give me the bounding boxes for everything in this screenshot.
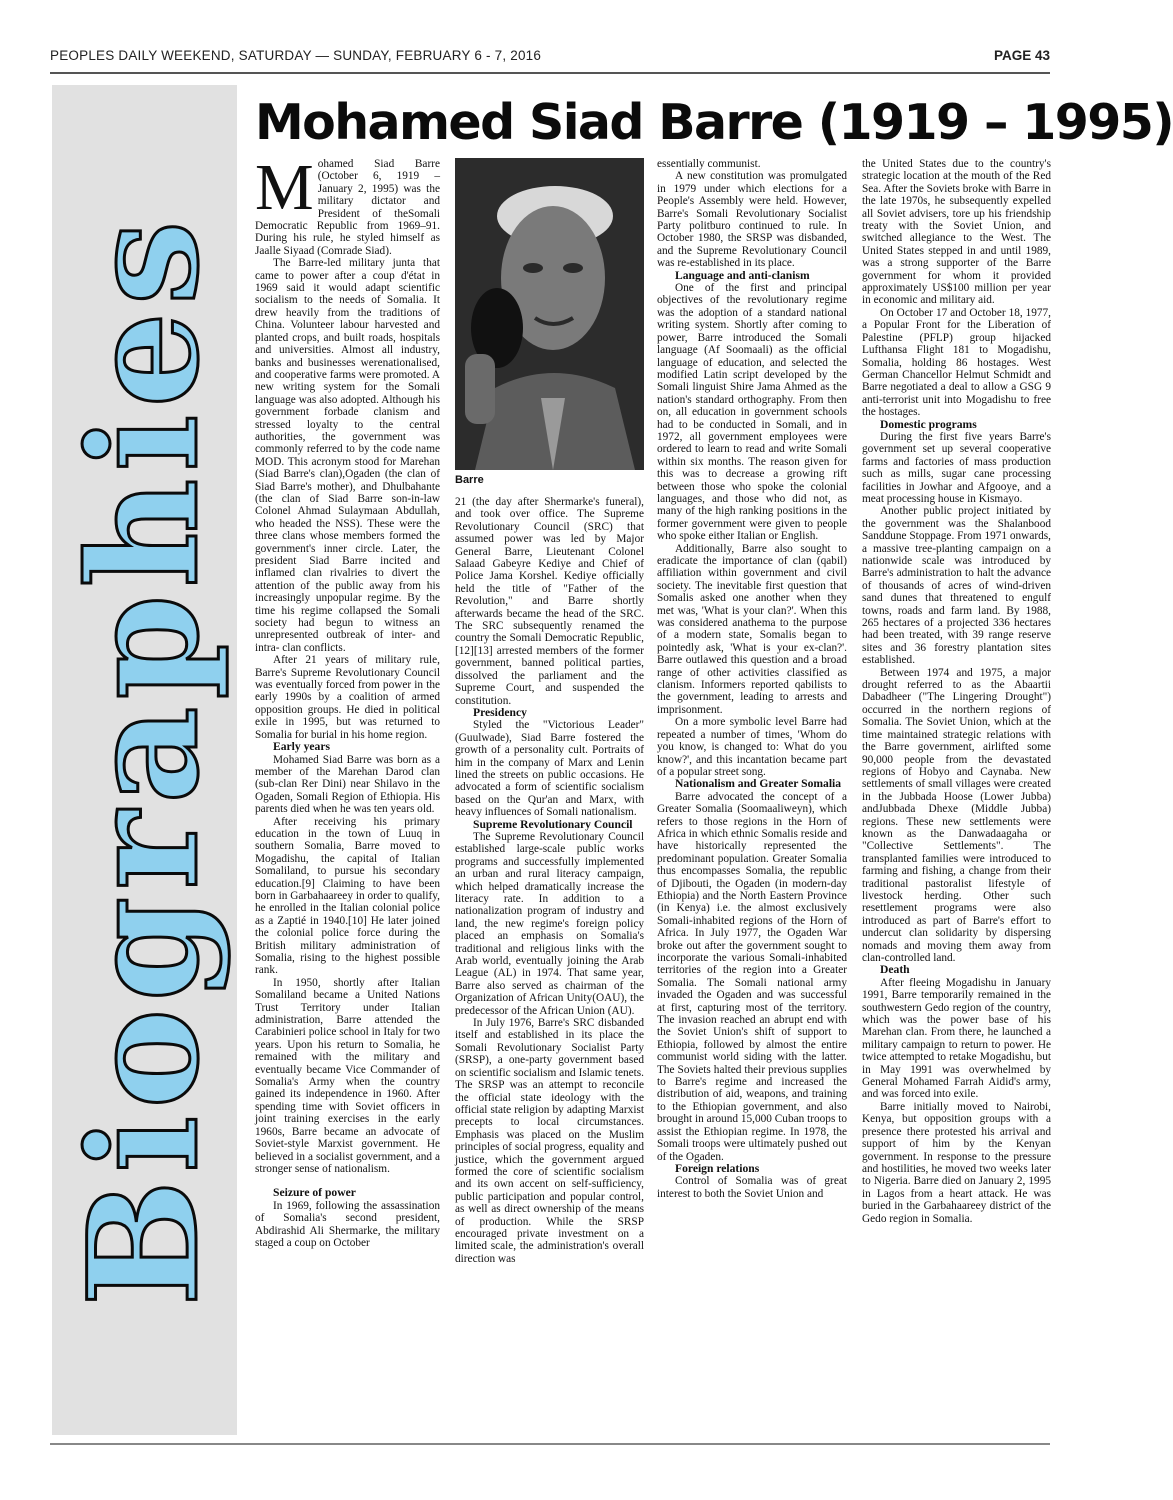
paragraph: Additionally, Barre also sought to eradicate the importance of clan (qabil) affiliation within government and civil society. The inevitable first question that Somalis asked one another when they met was, 'What is your clan?'. When this was considered anathema to the purpose of a modern state, Somalis began to pointedly ask, 'What is your ex-clan?'. Barre outlawed this question and a broad range of other activities classified as clanism. Informers reported qabilists to the government, leading to arrests and imprisonment. xyxy=(657,542,847,716)
article-column-1 xyxy=(255,151,440,1438)
paragraph: After fleeing Mogadishu in January 1991, Barre temporarily remained in the southwestern Gedo region of the country, which was the power base of his Marehan clan. From there, he launched a military campaign to return to power. He twice attempted to retake Mogadishu, but in May 1991 was overwhelmed by General Mohamed Farrah Aidid's army, and was forced into exile. xyxy=(862,976,1051,1101)
subheading-early-years: Early years xyxy=(273,740,330,754)
paragraph: In July 1976, Barre's SRC disbanded itself and established in its place the Somali Revolutionary Socialist Party (SRSP), a one-party government based on scientific socialism and Islamic tenets. The SRSP was an attempt to reconcile the official state ideology with the official state religion by adapting Marxist precepts to local circumstances. Emphasis was placed on the Muslim principles of social progress, equality and justice, which the government argued formed the core of scientific socialism and its own accent on self-sufficiency, public participation and popular control, as well as direct ownership of the means of production. While the SRSP encouraged private investment on a limited scale, the administration's overall direction was xyxy=(455,1017,644,1265)
subheading-death: Death xyxy=(880,963,910,977)
paragraph: The Barre-led military junta that came to power after a coup d'état in 1969 said it would adapt scientific socialism to the needs of Somalia. It drew heavily from the traditions of China. Volunteer labour harvested and planted crops, and built roads, hospitals and universities. Almost all industry, banks and businesses werenationalised, and cooperative farms were promoted. A new writing system for the Somali language was also adopted. Although his government forbade clanism and stressed loyalty to the central authorities, the government was commonly referred to by the code name MOD. This acronym stood for Marehan (Siad Barre's clan),Ogaden (the clan of Siad Barre's mother), and Dhulbahante (the clan of Siad Barre son-in-law Colonel Ahmad Sulaymaan Abdullah, who headed the NSS). These were the three clans whose members formed the government's inner circle. Later, the president Siad Barre incited and inflamed clan rivalries to divert the attention of the public away from his increasingly unpopular regime. By the time his regime collapsed the Somali society had begun to witness an unrepresented outbreak of inter- and intra- clan conflicts. xyxy=(255,257,440,654)
article-column-3 xyxy=(657,158,847,1438)
subheading-domestic-programs: Domestic programs xyxy=(880,417,977,431)
section-banner xyxy=(52,85,237,1435)
article-headline: Mohamed Siad Barre (1919 – 1995) xyxy=(255,94,1173,151)
paragraph: the United States due to the country's strategic location at the mouth of the Red Sea. After the Soviets broke with Barre in the late 1970s, he subsequently expelled all Soviet advisers, tore up his friendship treaty with the Soviet Union, and switched allegiance to the West. The United States stepped in and until 1989, was a strong supporter of the Barre government for whom it provided approximately US$100 million per year in economic and military aid. xyxy=(862,158,1051,307)
subheading-presidency: Presidency xyxy=(473,705,527,719)
drop-cap: M xyxy=(255,151,314,224)
paragraph-text: ohamed Siad Barre (October 6, 1919 – January 2, 1995) was the military dictator and President of theSomali Democratic Republic from 1969–91. During his rule, he styled himself as Jaalle Siyaad (Comrade Siad). xyxy=(255,158,440,257)
subheading-supreme-revolutionary-council: Supreme Revolutionary Council xyxy=(473,817,633,831)
subheading-seizure-of-power: Seizure of power xyxy=(273,1186,356,1200)
page-number: PAGE 43 xyxy=(993,48,1050,63)
paragraph: Control of Somalia was of great interest to both the Soviet Union and xyxy=(657,1175,847,1200)
article-column-4 xyxy=(862,158,1051,1438)
paragraph: During the first five years Barre's government set up several cooperative farms and factories of mass production such as mills, sugar cane processing facilities in Jowhar and Afgooye, and a meat processing house in Kismayo. xyxy=(862,430,1051,505)
lead-paragraph xyxy=(255,151,440,257)
paragraph: A new constitution was promulgated in 1979 under which elections for a People's Assembly were held. However, Barre's Somali Revolutionary Socialist Party politburo continued to rule. In October 1980, the SRSP was disbanded, and the Supreme Revolutionary Council was re-established in its place. xyxy=(657,170,847,270)
paragraph: After receiving his primary education in the town of Luuq in southern Somalia, Barre moved to Mogadishu, the capital of Italian Somaliland, to pursue his secondary education.[9] Claiming to have been born in Garbahaareey in order to qualify, he enrolled in the Italian colonial police as a Zaptié in 1940.[10] He later joined the colonial police force during the British military administration of Somalia, rising to the highest possible rank. xyxy=(255,815,440,977)
paragraph: Between 1974 and 1975, a major drought referred to as the Abaartii Dabadheer ("The Lingering Drought") occurred in the northern regions of Somalia. The Soviet Union, which at the time maintained strategic relations with the Barre government, airlifted some 90,000 people from the devastated regions of Hobyo and Caynaba. New settlements of small villages were created in the Jubbada Hoose (Lower Jubba) andJubbada Dhexe (Middle Jubba) regions. These new settlements were known as the Danwadaagaha or "Collective Settlements". The transplanted families were introduced to farming and fishing, a change from their traditional pastoralist lifestyle of livestock herding. Other such resettlement programs were also introduced as part of Barre's effort to undercut clan solidarity by dispersing nomads and moving them away from clan-controlled land. xyxy=(862,666,1051,964)
subheading-language-anti-clanism: Language and anti-clanism xyxy=(675,268,810,282)
paragraph: Barre advocated the concept of a Greater Somalia (Soomaaliweyn), which refers to those regions in the Horn of Africa in which ethnic Somalis reside and have historically represented the predominant population. Greater Somalia thus encompasses Somalia, the republic of Djibouti, the Ogaden (in modern-day Ethiopia) and the North Eastern Province (in Kenya) i.e. the almost exclusively Somali-inhabited regions of the Horn of Africa. In July 1977, the Ogaden War broke out after the government sought to incorporate the various Somali-inhabited territories of the region into a Greater Somalia. The Somali national army invaded the Ogaden and was successful at first, capturing most of the territory. The invasion reached an abrupt end with the Soviet Union's shift of support to Ethiopia, followed by almost the entire communist world siding with the latter. The Soviets halted their previous supplies to Barre's regime and increased the distribution of aid, weapons, and training to the Ethiopian government, and also brought in around 15,000 Cuban troops to assist the Ethiopian regime. In 1978, the Somali troops were ultimately pushed out of the Ogaden. xyxy=(657,790,847,1163)
paragraph: Barre initially moved to Nairobi, Kenya, but opposition groups with a presence there protested his arrival and support of him by the Kenyan government. In response to the pressure and hostilities, he moved two weeks later to Nigeria. Barre died on January 2, 1995 in Lagos from a heart attack. He was buried in the Garbahaareey district of the Gedo region in Somalia. xyxy=(862,1100,1051,1225)
paragraph: On October 17 and October 18, 1977, a Popular Front for the Liberation of Palestine (PFLP) group hijacked Lufthansa Flight 181 to Mogadishu, Somalia, holding 86 hostages. West German Chancellor Helmut Schmidt and Barre negotiated a deal to allow a GSG 9 anti-terrorist unit into Mogadishu to free the hostages. xyxy=(862,306,1051,419)
paragraph: In 1950, shortly after Italian Somaliland became a United Nations Trust Territory under Italian administration, Barre attended the Carabinieri police school in Italy for two years. Upon his return to Somalia, he remained with the military and eventually became Vice Commander of Somalia's Army when the country gained its independence in 1960. After spending time with Soviet officers in joint training exercises in the early 1960s, Barre became an advocate of Soviet-style Marxist government. He believed in a socialist government, and a stronger sense of nationalism. xyxy=(255,976,440,1175)
portrait-photo xyxy=(455,158,644,470)
paragraph: 21 (the day after Shermarke's funeral), and took over office. The Supreme Revolutionary Council (SRC) that assumed power was led by Major General Barre, Lieutenant Colonel Salaad Gabeyre Kediye and Chief of Police Jama Korshel. Kediye officially held the title of "Father of the Revolution," and Barre shortly afterwards became the head of the SRC. The SRC subsequently renamed the country the Somali Democratic Republic,[12][13] arrested members of the former government, banned political parties, dissolved the parliament and the Supreme Court, and suspended the constitution. xyxy=(455,496,644,707)
page-header xyxy=(50,44,1050,68)
article-column-2 xyxy=(455,496,644,1438)
footer-rule xyxy=(50,1443,1050,1445)
photo-caption: Barre xyxy=(455,474,484,486)
subheading-nationalism: Nationalism and Greater Somalia xyxy=(675,777,842,791)
paragraph: One of the first and principal objectives of the revolutionary regime was the adoption of a standard national writing system. Shortly after coming to power, Barre introduced the Somali language (Af Soomaali) as the official language of education, and selected the modified Latin script developed by the Somali linguist Shire Jama Ahmed as the nation's standard orthography. From then on, all education in government schools had to be conducted in Somali, and in 1972, all government employees were ordered to learn to read and write Somali within six months. The reason given for this was to decrease a growing rift between those who spoke the colonial languages, and those who did not, as many of the high ranking positions in the former government were given to people who spoke either Italian or English. xyxy=(657,282,847,543)
subheading-foreign-relations: Foreign relations xyxy=(675,1161,760,1175)
paragraph: On a more symbolic level Barre had repeated a number of times, 'Whom do you know, is changed to: What do you know?', and this incantation became part of a popular street song. xyxy=(657,716,847,778)
barre-portrait-image xyxy=(455,158,644,470)
paragraph: Another public project initiated by the government was the Shalanbood Sanddune Stoppage. From 1971 onwards, a massive tree-planting campaign on a nationwide scale was introduced by Barre's administration to halt the advance of thousands of acres of wind-driven sand dunes that threatened to engulf towns, roads and farm land. By 1988, 265 hectares of a projected 336 hectares had been treated, with 39 range reserve sites and 36 forestry plantation sites established. xyxy=(862,505,1051,667)
paragraph: After 21 years of military rule, Barre's Supreme Revolutionary Council was eventually forced from power in the early 1990s by a coalition of armed opposition groups. He died in political exile in 1995, but was returned to Somalia for burial in his home region. xyxy=(255,654,440,741)
header-rule xyxy=(50,72,1050,74)
paragraph: The Supreme Revolutionary Council established large-scale public works programs and successfully implemented an urban and rural literacy campaign, which helped dramatically increase the literacy rate. In addition to a nationalization program of industry and land, the new regime's foreign policy placed an emphasis on Somalia's traditional and religious links with the Arab world, eventually joining the Arab League (AL) in 1974. That same year, Barre also served as chairman of the Organization of African Unity(OAU), the predecessor of the African Union (AU). xyxy=(455,830,644,1017)
section-title: Biographies xyxy=(56,213,232,1307)
publication-date-line: PEOPLES DAILY WEEKEND, SATURDAY — SUNDAY, FEBRUARY 6 - 7, 2016 xyxy=(50,48,542,63)
paragraph: Styled the "Victorious Leader" (Guulwade), Siad Barre fostered the growth of a personality cult. Portraits of him in the company of Marx and Lenin lined the streets on public occasions. He advocated a form of scientific socialism based on the Qur'an and Marx, with heavy influences of Somali nationalism. xyxy=(455,719,644,819)
paragraph: Mohamed Siad Barre was born as a member of the Marehan Darod clan (sub-clan Rer Dini) near Shilavo in the Ogaden, Somali Region of Ethiopia. His parents died when he was ten years old. xyxy=(255,753,440,816)
paragraph: In 1969, following the assassination of Somalia's second president, Abdirashid Ali Shermarke, the military staged a coup on October xyxy=(255,1199,440,1249)
paragraph: essentially communist. xyxy=(657,158,761,170)
